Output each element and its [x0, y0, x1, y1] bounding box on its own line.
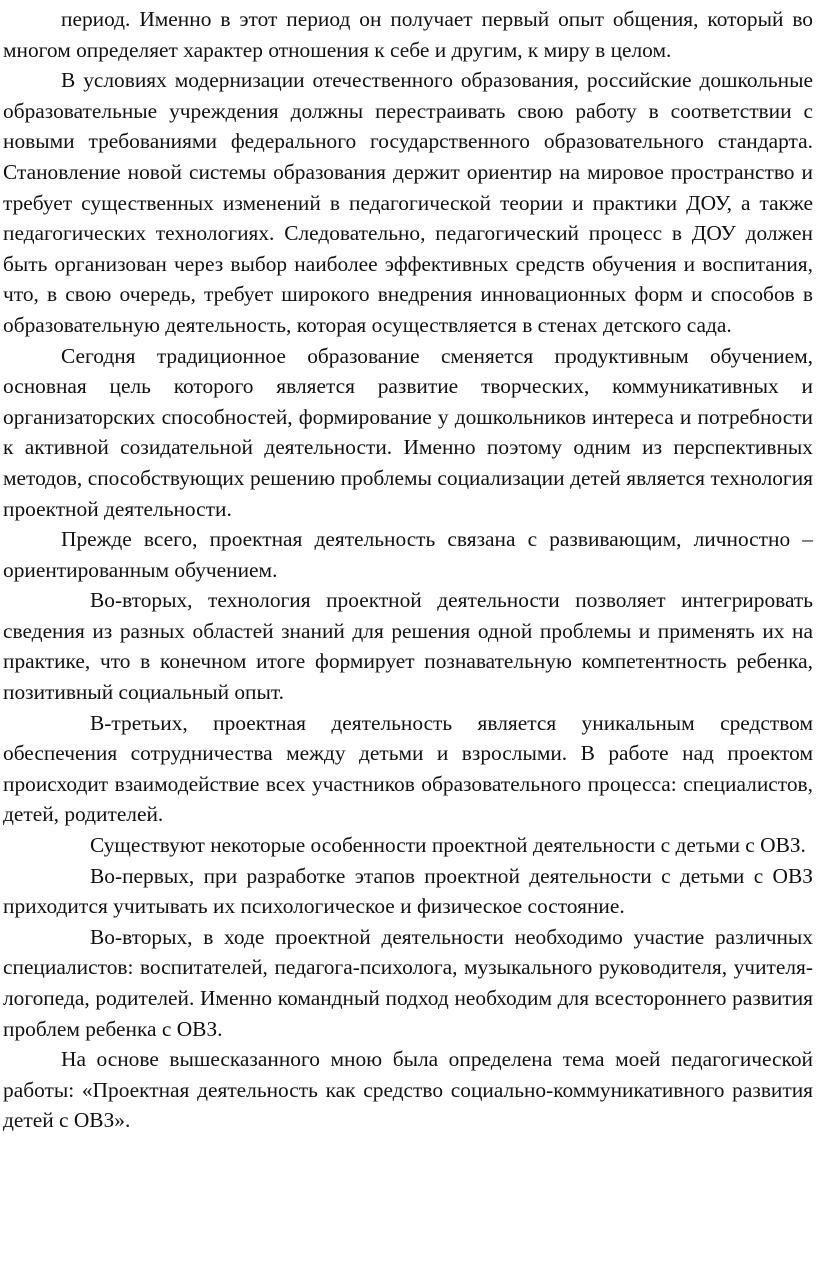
paragraph-5: Во-вторых, технология проектной деятельности позволяет интегрировать сведения из разных областей знаний для решения одной проблемы и применять их на практике, что в конечном итоге формирует познавательную компетентность ребенка, позитивный социальный опыт.: [3, 588, 813, 705]
paragraph-1: период. Именно в этот период он получает первый опыт общения, который во многом определяет характер отношения к себе и другим, к миру в целом.: [3, 7, 813, 62]
paragraph-2: В условиях модернизации отечественного образования, российские дошкольные образовательные учреждения должны перестраивать свою работу в соответствии с новыми требованиями федерального государственного образовательного стандарта. Становление новой системы образования держит ориентир на мировое пространство и требует существенных изменений в педагогической теории и практики ДОУ, а также педагогических технологиях. Следовательно, педагогический процесс в ДОУ должен быть организован через выбор наиболее эффективных средств обучения и воспитания, что, в свою очередь, требует широкого внедрения инновационных форм и способов в образовательную деятельность, которая осуществляется в стенах детского сада.: [3, 68, 813, 337]
paragraph-4: Прежде всего, проектная деятельность связана с развивающим, личностно – ориентированным обучением.: [3, 527, 813, 582]
paragraph-3: Сегодня традиционное образование сменяется продуктивным обучением, основная цель которого является развитие творческих, коммуникативных и организаторских способностей, формирование у дошкольников интереса и потребности к активной созидательной деятельности. Именно поэтому одним из перспективных методов, способствующих решению проблемы социализации детей является технология проектной деятельности.: [3, 343, 813, 521]
paragraph-8: Во-первых, при разработке этапов проектной деятельности с детьми с ОВЗ приходится учитывать их психологическое и физическое состояние.: [3, 863, 813, 919]
paragraph-6: В-третьих, проектная деятельность является уникальным средством обеспечения сотрудничества между детьми и взрослыми. В работе над проектом происходит взаимодействие всех участников образовательного процесса: специалистов, детей, родителей.: [3, 710, 813, 827]
paragraph-10: На основе вышесказанного мною была определена тема моей педагогической работы: «Проектная деятельность как средство социально-коммуникативного развития детей с ОВЗ».: [3, 1047, 813, 1133]
paragraph-7: Существуют некоторые особенности проектной деятельности с детьми с ОВЗ.: [90, 833, 806, 858]
paragraph-9: Во-вторых, в ходе проектной деятельности необходимо участие различных специалистов: воспитателей, педагога-психолога, музыкального руководителя, учителя-логопеда, родителей. Именно командный подход необходим для всестороннего развития проблем ребенка с ОВЗ.: [3, 924, 813, 1041]
